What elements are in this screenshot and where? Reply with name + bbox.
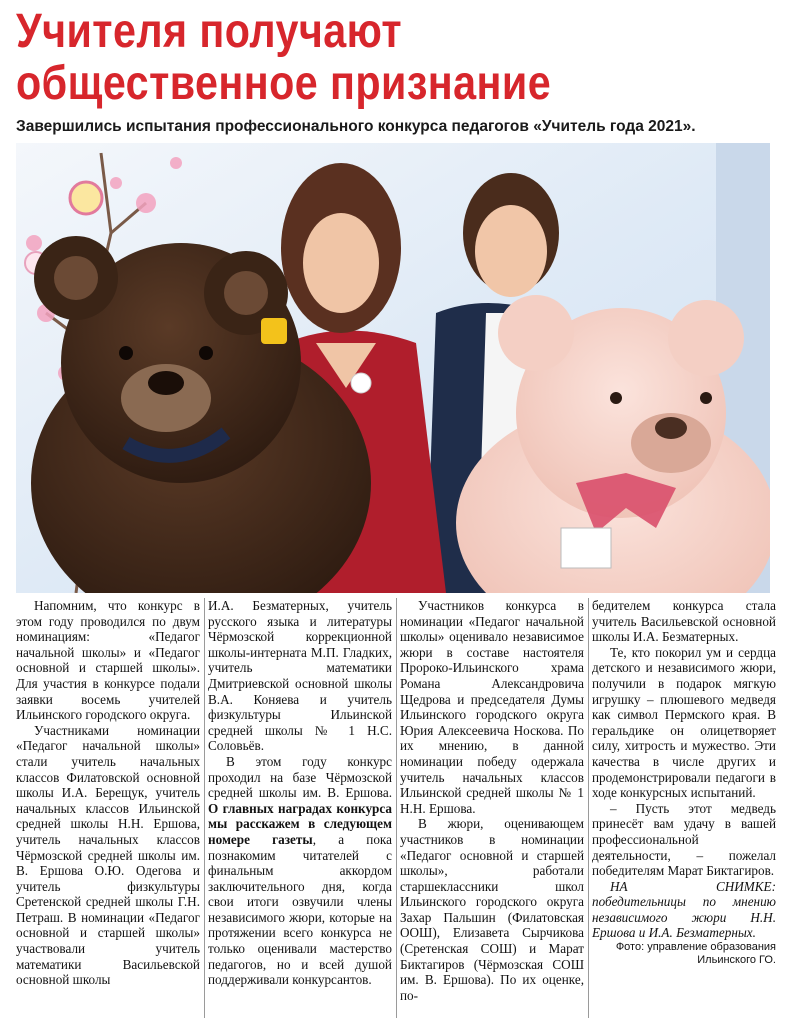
- paragraph: бедителем конкурса стала учитель Васильевской основной школы И.А. Безматерных.: [592, 598, 776, 645]
- paragraph: – Пусть этот медведь принесёт вам удачу в вашей профессиональной деятельности, – пожелал победителям Марат Биктагиров.: [592, 800, 776, 879]
- column-3: [400, 598, 584, 1003]
- article-photo: [16, 143, 770, 593]
- column-1: [16, 598, 200, 988]
- lead-paragraph: Завершились испытания профессионального конкурса педагогов «Учитель года 2021».: [16, 118, 696, 135]
- paragraph: Участниками номинации «Педагог начальной школы» стали учитель начальных классов Филатовской основной школы И.А. Берещук, учитель начальных классов Ильинской средней школы Н.Н. Ершова, учитель начальных классов Чёрмозской средней школы им. В. Ершова О.Ю. Одегова и учитель физкультуры Сретенской средней школы Г.Н. Петраш. В номинации «Педагог основной и старшей школы» участвовали учитель математики Васильевской основной школы: [16, 722, 200, 988]
- paragraph: Участников конкурса в номинации «Педагог начальной школы» оценивало независимое жюри в составе настоятеля Пророко-Ильинского храма Романа Александровича Щедрова и председателя Думы Ильинского городского округа Юрия Алексеевича Носкова. По их мнению, в данной номинации победу одержала учитель начальных классов Ильинской средней школы № 1 Н.Н. Ершова.: [400, 598, 584, 816]
- paragraph: И.А. Безматерных, учитель русского языка и литературы Чёрмозской коррекционной школы-интерната М.П. Гладких, учитель математики Дмитриевской основной школы В.А. Коняева и учитель физкультуры Ильинской средней школы № 1 Н.С. Соловьёв.: [208, 598, 392, 754]
- column-4: [592, 598, 776, 967]
- announcement-end: , а пока познакомим читателей с финальным аккордом заключительного дня, когда свои итоги озвучили члены независимого жюри, которые на протяжении всего конкурса не только оценивали мастерство педагогов, но и всей душой поддерживали конкурсантов.: [208, 831, 392, 988]
- paragraph: В жюри, оценивающем участников в номинации «Педагог основной и старшей школы», работали старшеклассники школ Ильинского городского округа Захар Пальшин (Филатовская ООШ), Елизавета Сырчикова (Сретенская СОШ) и Марат Биктагиров (Чёрмозская СОШ им. В. Ершова). По их оценке, по-: [400, 816, 584, 1003]
- announcement-bold: О главных наградах конкурса мы расскажем в следующем номере газеты: [208, 800, 392, 847]
- column-2: [208, 598, 392, 988]
- photo-caption: НА СНИМКЕ: победительницы по мнению независимого жюри Н.Н. Ершова и И.А. Безматерных.: [592, 878, 776, 941]
- paragraph-announcement: [208, 754, 392, 988]
- photo-credit: Фото: управление образования Ильинского ГО.: [615, 941, 776, 967]
- photo-illustration: [16, 143, 770, 593]
- paragraph: Напомним, что конкурс в этом году проводился по двум номинациям: «Педагог начальной школы» и «Педагог основной и старшей школы». Для участия в конкурсе подали заявки восемь учителей Ильинского городского округа.: [16, 598, 200, 723]
- pink-bear: [456, 295, 770, 593]
- headline: Учителя получают общественное признание: [16, 5, 552, 110]
- paragraph: Те, кто покорил ум и сердца детского и независимого жюри, получили в подарок мягкую игрушку – плюшевого медведя как символ Пермского края. В геральдике он олицетворяет силу, хитрость и мужество. Эти качества в числе других и продемонстрировали педагоги в ходе конкурсных испытаний.: [592, 644, 776, 801]
- announcement-text: В этом году конкурс проходил на базе Чёрмозской средней школы им. В. Ершова.: [208, 753, 392, 801]
- article-body: [16, 598, 776, 1018]
